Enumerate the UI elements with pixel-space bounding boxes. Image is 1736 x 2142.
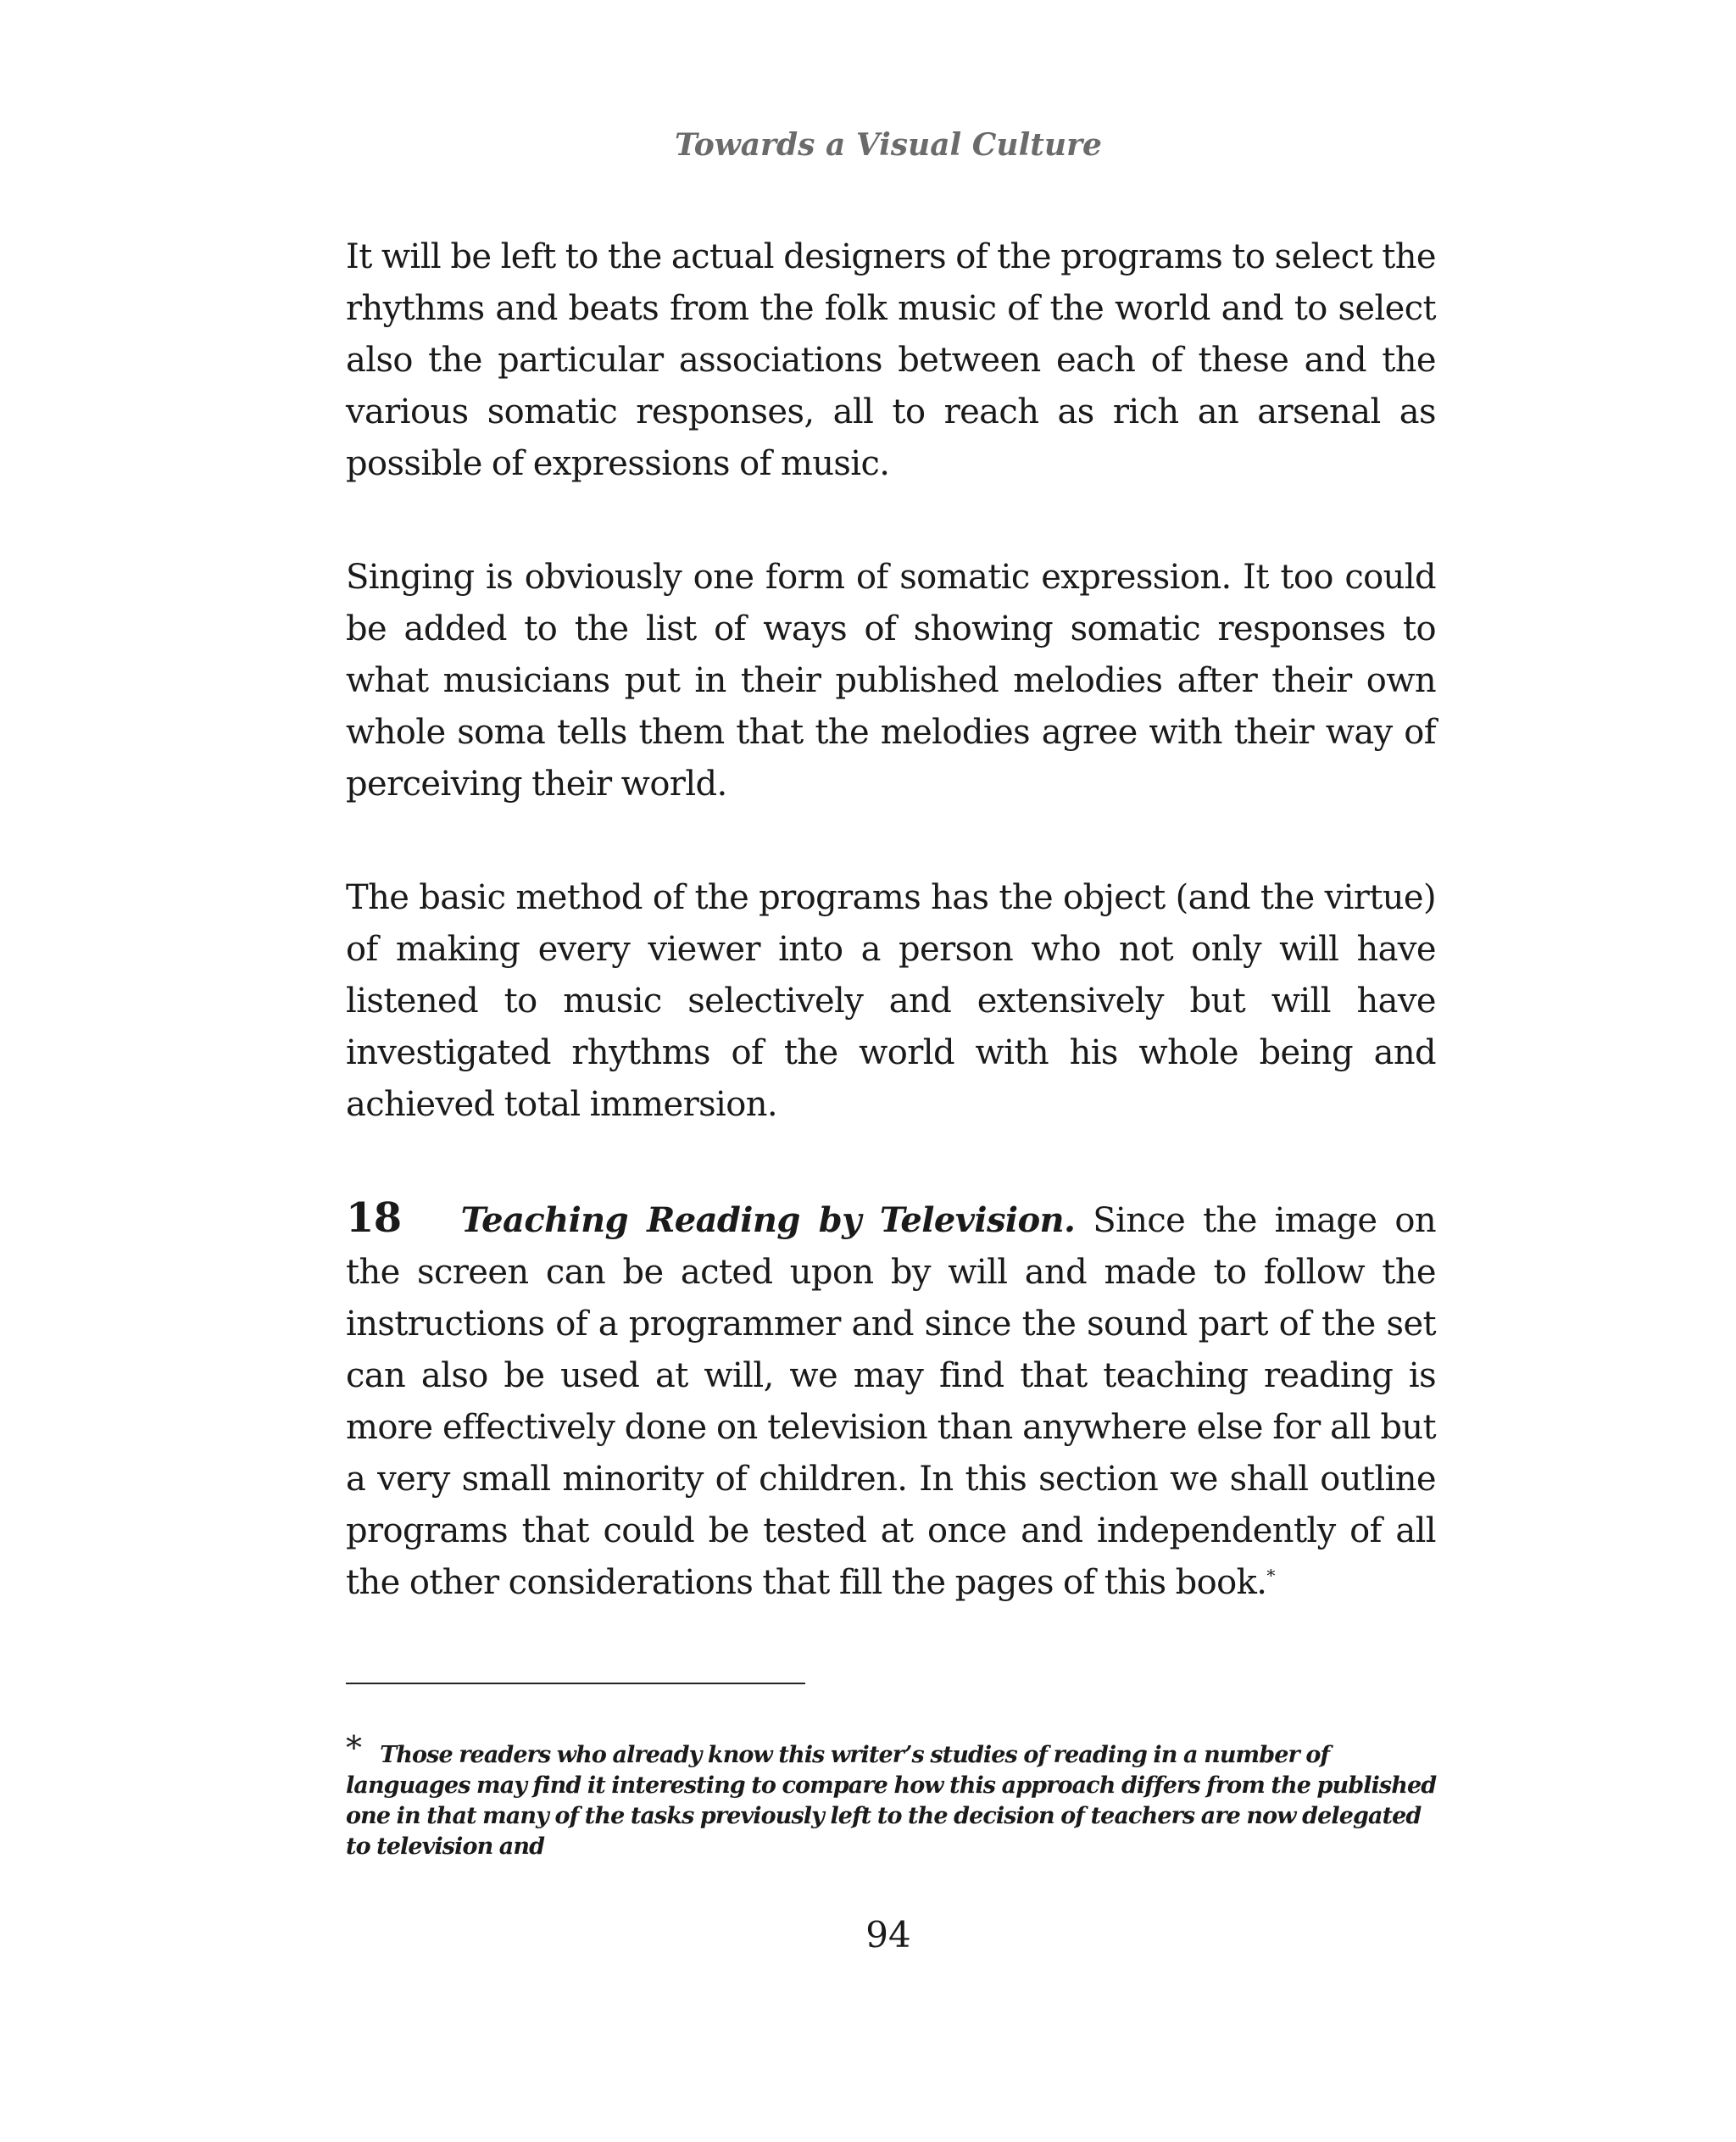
section-text: Since the image on the screen can be acted upon by will and made to follow the instructions of a programmer and since the sound part of the set can also be used at will, we may find that teaching reading is more effectively done on television than anywhere else for all but a very small minority of children. In this section we shall outline programs that could be tested at once and independently of all the other considerations that fill the pages of this book.	[346, 1201, 1436, 1602]
paragraph-2: Singing is obviously one form of somatic expression. It too could be added to the list of ways of showing somatic responses to what musicians put in their published melodies after their own whole soma tells them that the melodies agree with their way of perceiving their world.	[346, 558, 1436, 804]
paragraph-3: The basic method of the programs has the object (and the virtue) of making every viewer into a person who not only will have listened to music selectively and extensively but will have investigated rhythms of the world with his whole being and achieved total immersion.	[346, 878, 1436, 1124]
footnote-symbol: *	[346, 1729, 362, 1766]
paragraph-1: It will be left to the actual designers of the programs to select the rhythms and beats from the folk music of the world and to select also the particular associations between each of these and the various somatic responses, all to reach as rich an arsenal as possible of expressions of music.	[346, 237, 1436, 483]
footnote-text: Those readers who already know this writer’s studies of reading in a number of languages may find it interesting to compare how this approach differs from the published one in that many of the tasks previously left to the decision of teachers are now delegated to television and	[346, 1742, 1437, 1860]
footnote-reference-mark[interactable]: *	[1266, 1565, 1275, 1586]
section-paragraph	[346, 1193, 1436, 1609]
body-text	[346, 231, 1436, 1671]
section-title: Teaching Reading by Television.	[460, 1200, 1076, 1240]
footnote	[346, 1729, 1439, 1862]
section-number: 18	[346, 1194, 402, 1242]
footnote-rule	[346, 1683, 805, 1684]
running-head: Towards a Visual Culture	[675, 127, 1102, 163]
page-number: 94	[865, 1914, 911, 1956]
